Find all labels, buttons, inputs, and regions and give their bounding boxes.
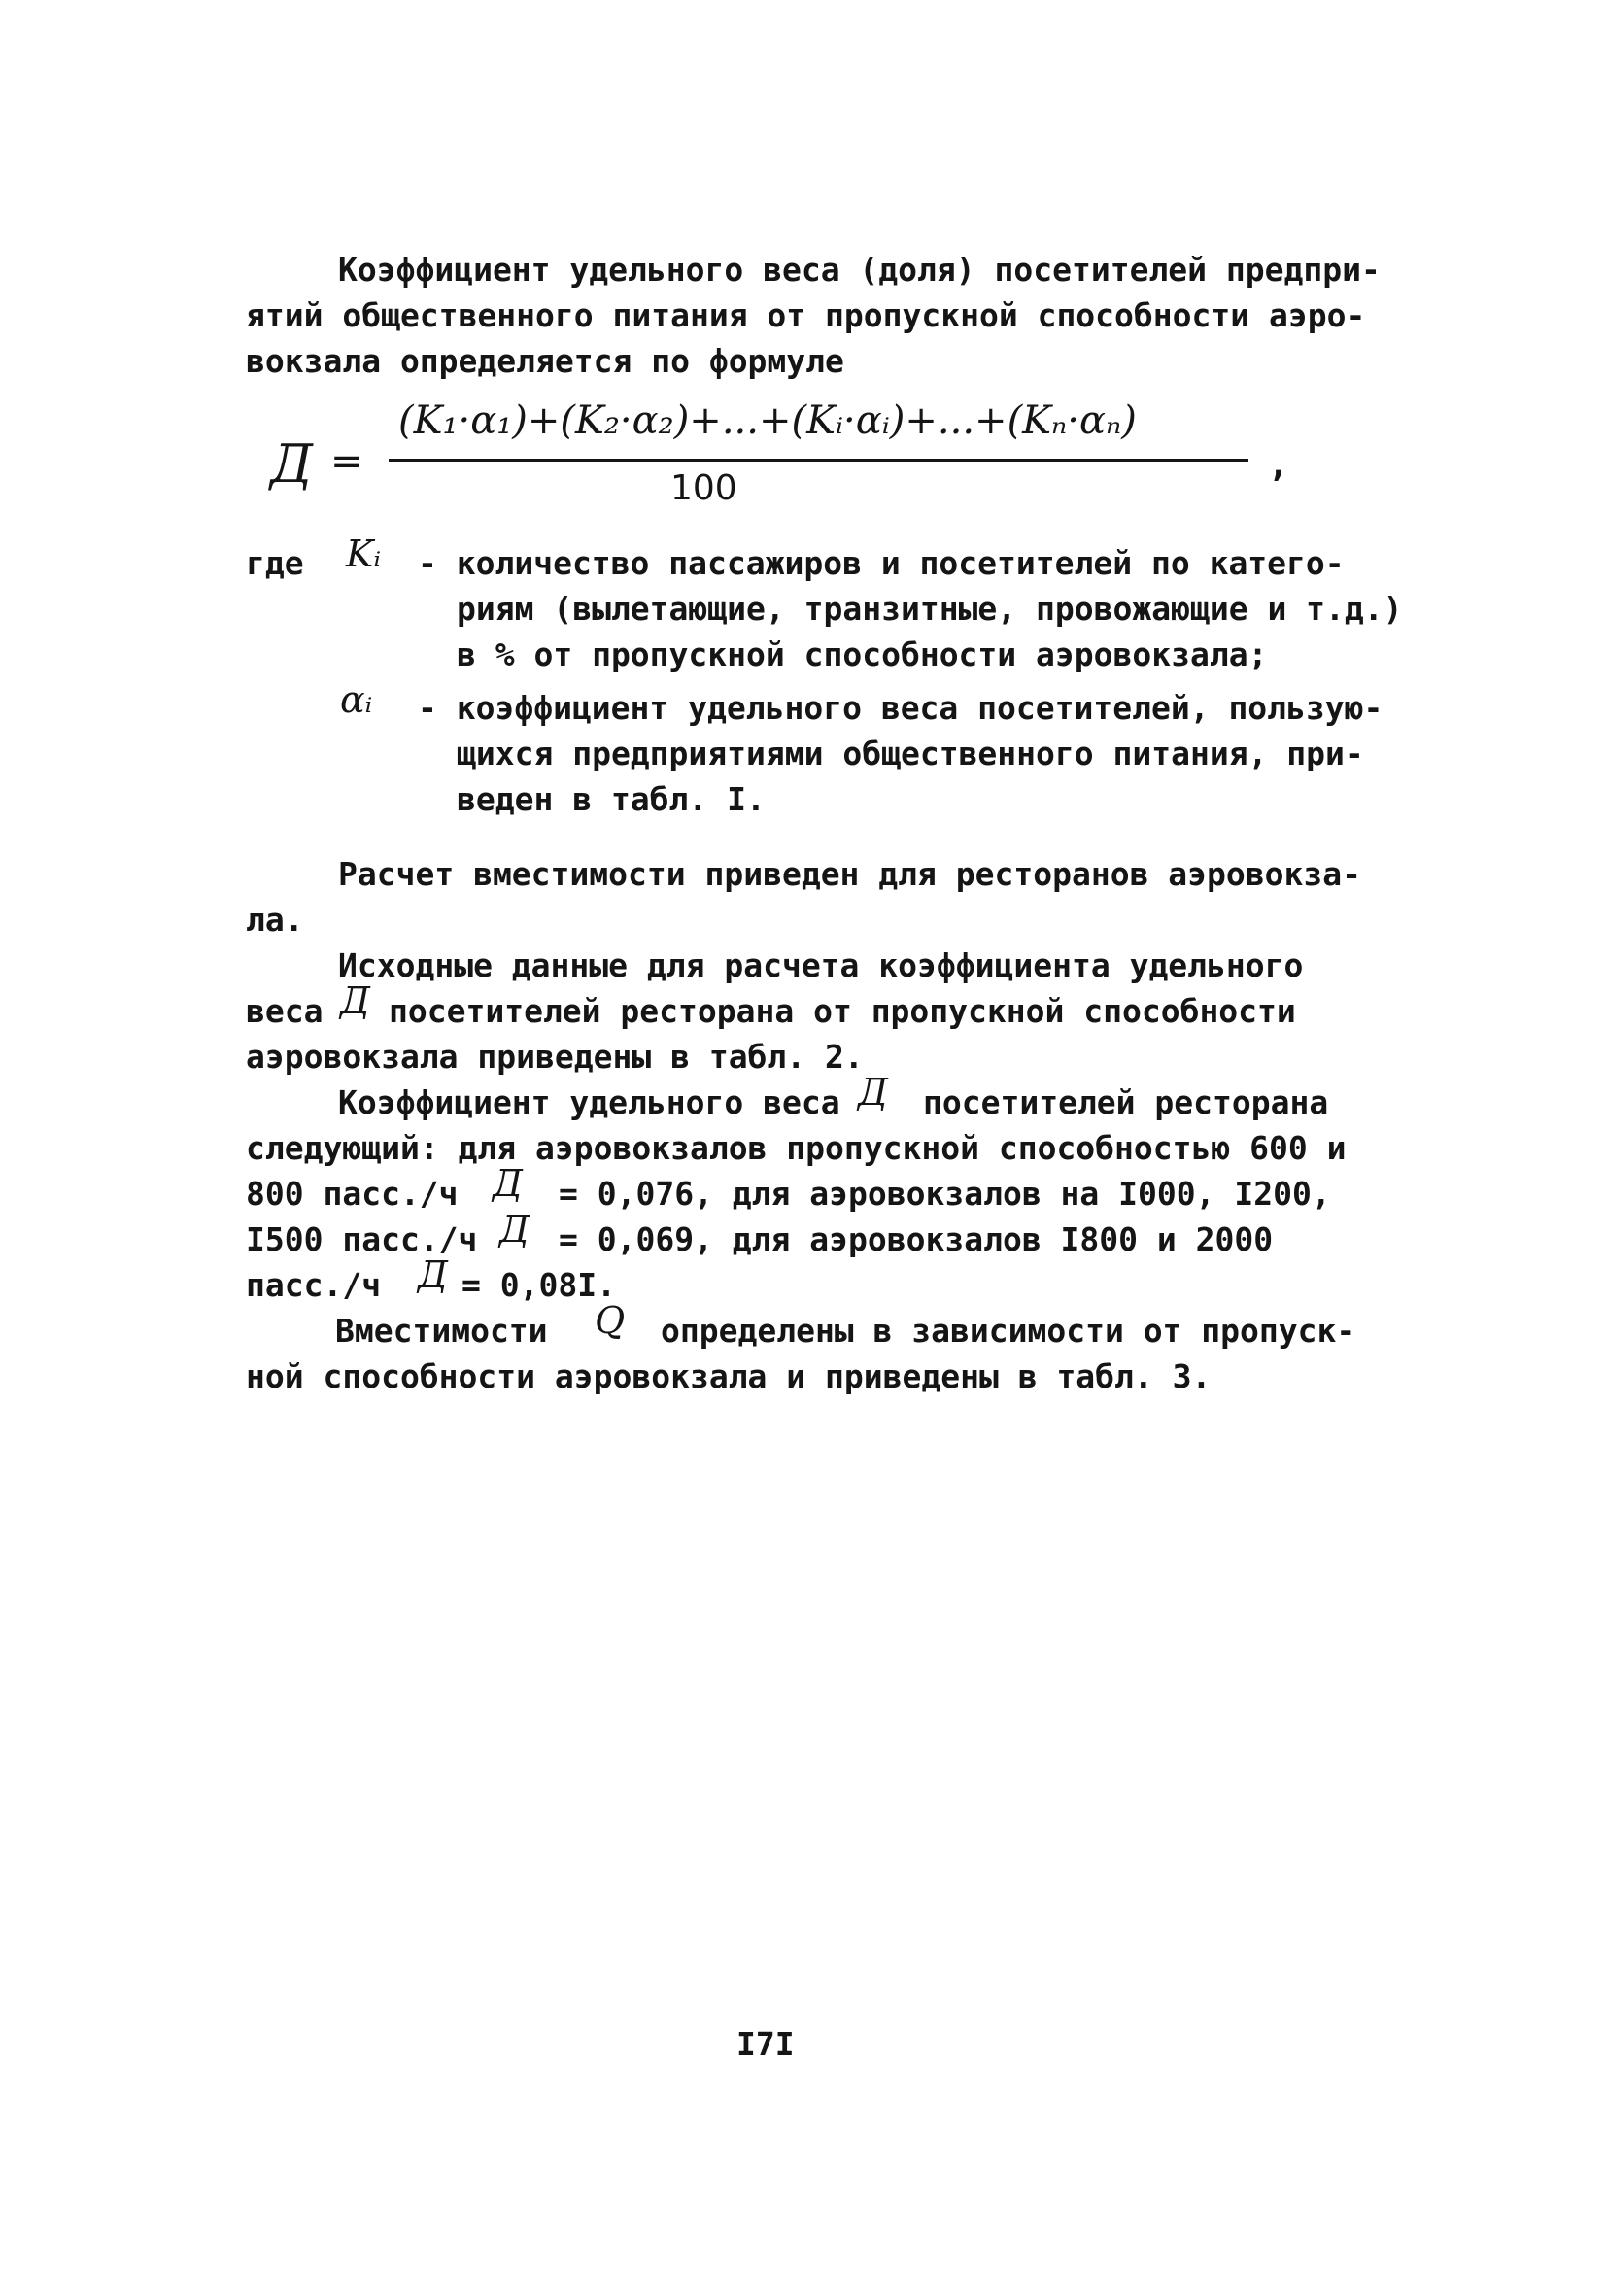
source-line-2b: посетителей ресторана от пропускной способности <box>389 992 1296 1030</box>
alpha-symbol: αᵢ <box>340 678 373 721</box>
where-label: где <box>246 544 304 582</box>
formula-numerator: (K₁·α₁)+(K₂·α₂)+...+(Kᵢ·αᵢ)+...+(Kₙ·αₙ) <box>398 398 1137 443</box>
page-number: I7I <box>736 2025 795 2063</box>
formula <box>262 398 1331 525</box>
d-symbol-source: Д <box>340 979 370 1022</box>
ki-def-line-2: риям (вылетающие, транзитные, провожающие и т.д.) <box>457 590 1403 628</box>
alpha-def-line-3: веден в табл. I. <box>457 780 766 818</box>
coeff-line-5b: = 0,08I. <box>461 1266 616 1304</box>
intro-line-2: ятий общественного питания от пропускной способности аэро- <box>246 296 1366 334</box>
final-line-1b: определены в зависимости от пропуск- <box>661 1312 1356 1350</box>
coeff-line-1b: посетителей ресторана <box>923 1083 1329 1121</box>
ki-symbol: Kᵢ <box>346 532 382 575</box>
d-symbol-coeff-2: Д <box>493 1162 523 1205</box>
coeff-line-3a: 800 пасс./ч <box>246 1175 459 1213</box>
coeff-line-5a: пасс./ч <box>246 1266 382 1304</box>
formula-lhs: Д <box>270 433 313 495</box>
d-symbol-coeff-3: Д <box>499 1208 530 1251</box>
alpha-def-line-2: щихся предприятиями общественного питания, при- <box>457 735 1364 772</box>
ki-def-line-3: в % от пропускной способности аэровокзала; <box>457 635 1268 673</box>
source-line-1: Исходные данные для расчета коэффициента удельного <box>338 946 1304 984</box>
formula-trailing-comma: , <box>1268 445 1289 485</box>
capacity-line-1: Расчет вместимости приведен для ресторанов аэровокза- <box>338 855 1361 893</box>
final-line-2: ной способности аэровокзала и приведены в табл. 3. <box>246 1357 1212 1395</box>
coeff-line-3b: = 0,076, для аэровокзалов на I000, I200, <box>559 1175 1331 1213</box>
formula-equals: = <box>330 439 363 484</box>
final-line-1a: Вместимости <box>335 1312 548 1350</box>
d-symbol-coeff-4: Д <box>418 1253 448 1296</box>
source-line-3: аэровокзала приведены в табл. 2. <box>246 1038 864 1076</box>
alpha-def-line-1: - коэффициент удельного веса посетителей, пользую- <box>418 689 1384 727</box>
fraction-bar <box>389 459 1248 462</box>
intro-line-3: вокзала определяется по формуле <box>246 342 844 380</box>
q-symbol: Q <box>595 1299 626 1342</box>
capacity-line-2: ла. <box>246 901 304 939</box>
source-line-2a: веса <box>246 992 324 1030</box>
coeff-line-4b: = 0,069, для аэровокзалов I800 и 2000 <box>559 1220 1274 1258</box>
intro-line-1: Коэффициент удельного веса (доля) посетителей предпри- <box>338 251 1381 289</box>
d-symbol-coeff-1: Д <box>858 1071 888 1114</box>
ki-def-line-1: - количество пассажиров и посетителей по катего- <box>418 544 1345 582</box>
coeff-line-1a: Коэффициент удельного веса <box>338 1083 840 1121</box>
formula-denominator: 100 <box>670 468 737 508</box>
coeff-line-4a: I500 пасс./ч <box>246 1220 478 1258</box>
coeff-line-2: следующий: для аэровокзалов пропускной способностью 600 и <box>246 1129 1347 1167</box>
